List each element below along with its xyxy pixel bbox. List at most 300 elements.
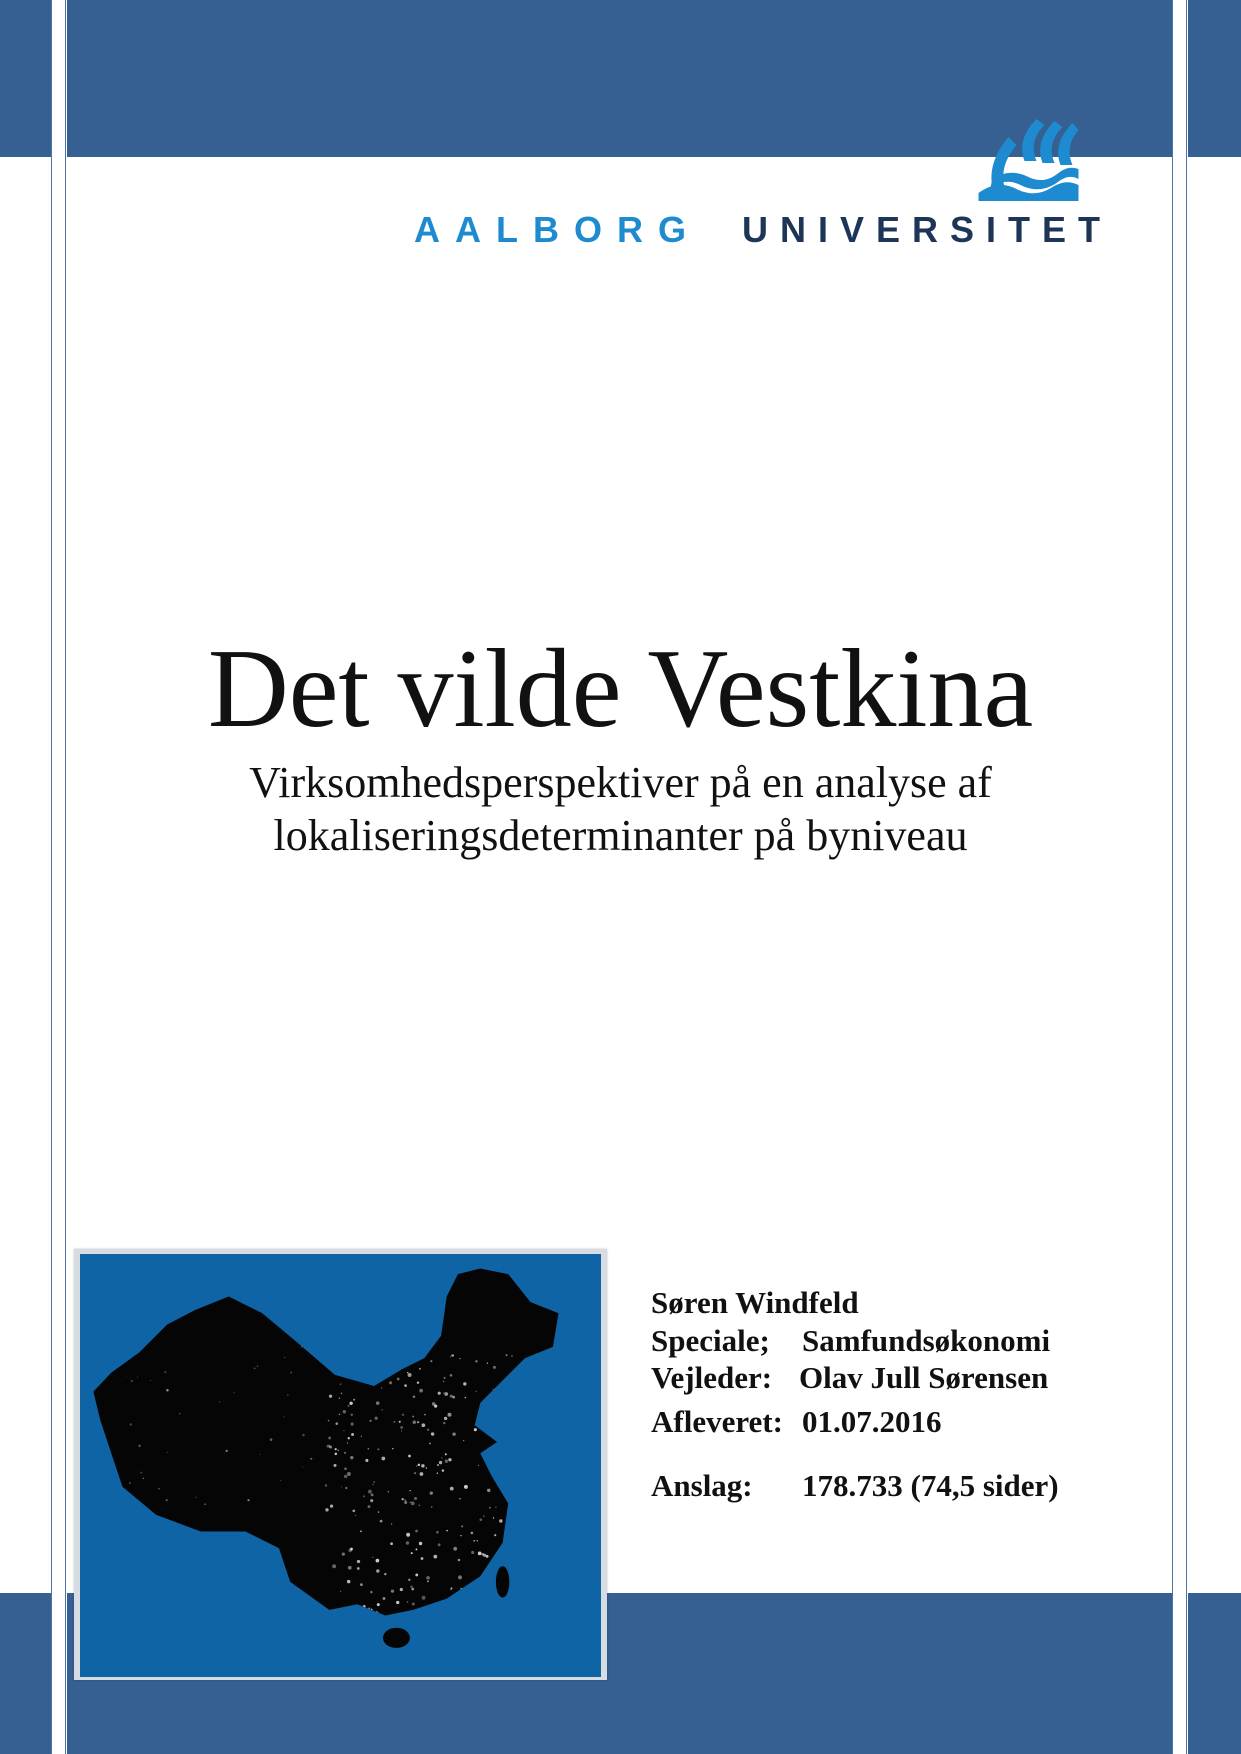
city-light-dot [453, 1547, 457, 1551]
city-light-dot [421, 1557, 424, 1560]
city-light-dot [448, 1458, 451, 1461]
city-light-dot [491, 1575, 493, 1577]
city-light-dot [129, 1482, 130, 1483]
city-light-dot [448, 1413, 452, 1417]
city-light-dot [342, 1552, 345, 1555]
city-light-dot [478, 1551, 482, 1555]
city-light-dot [506, 1441, 508, 1443]
city-light-dot [490, 1465, 492, 1467]
city-light-dot [414, 1472, 416, 1474]
anslag-value: 178.733 (74,5 sider) [802, 1468, 1059, 1503]
city-light-dot [126, 1376, 127, 1377]
city-light-dot [417, 1421, 419, 1423]
city-light-dot [415, 1530, 418, 1533]
city-light-dot [437, 1473, 438, 1474]
city-light-dot [439, 1461, 442, 1464]
city-light-dot [493, 1608, 495, 1610]
city-light-dot [330, 1505, 333, 1508]
vejleder-label: Vejleder: [651, 1360, 773, 1395]
city-light-dot [494, 1479, 496, 1481]
city-light-dot [499, 1519, 502, 1522]
city-light-dot [371, 1609, 373, 1611]
city-light-dot [344, 1467, 347, 1470]
city-light-dot [443, 1377, 445, 1379]
city-light-dot [361, 1436, 362, 1437]
city-light-dot [150, 1380, 151, 1381]
city-light-dot [418, 1464, 420, 1466]
city-light-dot [412, 1603, 415, 1606]
city-light-dot [349, 1402, 352, 1405]
city-light-dot [369, 1420, 371, 1422]
city-light-dot [219, 1401, 220, 1402]
bottom-right-band-block [1188, 1593, 1241, 1754]
left-inner-rule [65, 0, 66, 1754]
city-light-dot [410, 1502, 411, 1503]
city-light-dot [376, 1569, 379, 1572]
top-right-band-block [1188, 0, 1241, 157]
city-light-dot [375, 1417, 378, 1420]
city-light-dot [427, 1429, 429, 1431]
city-light-dot [360, 1583, 363, 1586]
china-mainland-silhouette [93, 1269, 558, 1616]
city-light-dot [357, 1567, 360, 1570]
city-light-dot [328, 1437, 331, 1440]
city-light-dot [376, 1401, 380, 1405]
city-light-dot [377, 1366, 380, 1369]
city-light-dot [361, 1613, 363, 1615]
city-light-dot [384, 1573, 386, 1575]
city-light-dot [368, 1505, 371, 1508]
city-light-dot [419, 1368, 421, 1370]
city-light-dot [341, 1487, 342, 1488]
city-light-dot [381, 1387, 382, 1388]
city-light-dot [412, 1416, 414, 1418]
city-light-dot [454, 1603, 456, 1605]
city-light-dot [400, 1426, 403, 1429]
city-light-dot [424, 1414, 425, 1415]
city-light-dot [443, 1392, 444, 1393]
document-title: Det vilde Vestkina [207, 627, 1034, 751]
city-light-dot [166, 1452, 167, 1453]
city-light-dot [328, 1420, 329, 1421]
city-light-dot [325, 1484, 327, 1486]
city-light-dot [343, 1430, 345, 1432]
city-light-dot [510, 1431, 511, 1432]
city-light-dot [418, 1505, 419, 1506]
city-light-dot [508, 1517, 510, 1519]
city-light-dot [347, 1442, 348, 1443]
author-name: Søren Windfeld [651, 1285, 859, 1320]
city-light-dot [508, 1492, 509, 1493]
city-light-dot [408, 1455, 411, 1458]
city-light-dot [351, 1423, 354, 1426]
city-light-dot [363, 1605, 366, 1608]
city-light-dot [448, 1606, 449, 1607]
document-subtitle-line-2: lokaliseringsdeterminanter på byniveau [273, 811, 968, 860]
city-light-dot [247, 1499, 249, 1501]
city-light-dot [419, 1389, 423, 1393]
city-light-dot [416, 1465, 417, 1466]
city-light-dot [401, 1430, 402, 1431]
city-light-dot [479, 1518, 482, 1521]
city-light-dot [283, 1416, 284, 1417]
city-light-dot [461, 1525, 463, 1527]
city-light-dot [399, 1421, 401, 1423]
city-light-dot [427, 1580, 429, 1582]
city-light-dot [339, 1413, 341, 1415]
city-light-dot [329, 1395, 332, 1398]
city-light-dot [393, 1421, 395, 1423]
china-night-lights-map-image [80, 1254, 601, 1677]
city-light-dot [345, 1487, 347, 1489]
city-light-dot [483, 1515, 484, 1516]
taiwan-island-silhouette [496, 1566, 509, 1597]
city-light-dot [335, 1453, 337, 1455]
city-light-dot [415, 1548, 417, 1550]
city-light-dot [370, 1591, 372, 1593]
city-light-dot [443, 1422, 445, 1424]
city-light-dot [131, 1380, 134, 1383]
city-light-dot [411, 1552, 413, 1554]
city-light-dot [419, 1542, 422, 1545]
city-light-dot [511, 1355, 512, 1356]
city-light-dot [372, 1557, 373, 1558]
city-light-dot [463, 1382, 466, 1385]
city-light-dot [411, 1588, 414, 1591]
city-light-dot [372, 1484, 373, 1485]
city-light-dot [140, 1472, 142, 1474]
city-light-dot [404, 1384, 407, 1387]
city-light-dot [329, 1445, 331, 1447]
city-light-dot [509, 1375, 513, 1379]
city-light-dot [389, 1381, 392, 1384]
city-light-dot [404, 1356, 407, 1359]
city-light-dot [335, 1448, 337, 1450]
city-light-dot [143, 1478, 145, 1480]
city-light-dot [382, 1409, 383, 1410]
city-light-dot [376, 1559, 380, 1563]
city-light-dot [441, 1457, 442, 1458]
right-outer-rule [1186, 0, 1187, 1754]
city-light-dot [260, 1454, 261, 1455]
city-light-dot [390, 1542, 393, 1545]
city-light-dot [513, 1467, 517, 1471]
city-light-dot [508, 1382, 511, 1385]
city-light-dot [355, 1515, 356, 1516]
city-light-dot [505, 1442, 508, 1445]
city-light-dot [348, 1405, 350, 1407]
city-light-dot [378, 1511, 379, 1512]
city-light-dot [381, 1457, 385, 1461]
city-light-dot [426, 1576, 430, 1580]
city-light-dot [443, 1381, 444, 1382]
city-light-dot [428, 1619, 431, 1622]
city-light-dot [506, 1557, 507, 1558]
city-light-dot [500, 1461, 504, 1465]
city-light-dot [290, 1371, 292, 1373]
city-light-dot [391, 1523, 392, 1524]
city-light-dot [506, 1354, 508, 1356]
city-light-dot [404, 1501, 407, 1504]
city-light-dot [413, 1396, 416, 1399]
city-light-dot [483, 1402, 485, 1404]
city-light-dot [444, 1392, 448, 1396]
city-light-dot [233, 1392, 234, 1393]
city-light-dot [357, 1364, 358, 1365]
city-light-dot [426, 1607, 427, 1608]
city-light-dot [422, 1596, 426, 1600]
city-light-dot [284, 1357, 285, 1358]
city-light-dot [510, 1452, 513, 1455]
city-light-dot [376, 1611, 378, 1613]
city-light-dot [350, 1548, 353, 1551]
city-light-dot [489, 1507, 491, 1509]
city-light-dot [430, 1491, 433, 1494]
city-light-dot [487, 1363, 488, 1364]
city-light-dot [411, 1501, 415, 1505]
document-subtitle-line-1: Virksomhedsperspektiver på en analyse af [249, 758, 992, 807]
city-light-dot [478, 1465, 479, 1466]
city-light-dot [445, 1459, 449, 1463]
city-light-dot [196, 1497, 197, 1498]
city-light-dot [420, 1472, 424, 1476]
city-light-dot [511, 1618, 513, 1620]
city-light-dot [391, 1359, 393, 1361]
city-light-dot [433, 1555, 437, 1559]
city-light-dot [391, 1590, 394, 1593]
city-light-dot [333, 1464, 336, 1467]
city-light-dot [445, 1453, 447, 1455]
city-light-dot [347, 1580, 350, 1583]
city-light-dot [343, 1410, 346, 1413]
city-light-dot [257, 1365, 258, 1366]
right-inner-rule [1172, 0, 1173, 1754]
city-light-dot [430, 1360, 432, 1362]
city-light-dot [480, 1418, 484, 1422]
city-light-dot [410, 1585, 412, 1587]
city-light-dot [438, 1543, 441, 1546]
city-light-dot [494, 1446, 496, 1448]
city-light-dot [310, 1458, 312, 1460]
city-light-dot [475, 1391, 477, 1393]
city-light-dot [377, 1603, 380, 1606]
city-light-dot [509, 1519, 512, 1522]
city-light-dot [444, 1417, 447, 1420]
city-light-dot [450, 1395, 453, 1398]
city-light-dot [388, 1361, 389, 1362]
city-light-dot [493, 1366, 496, 1369]
city-light-dot [365, 1459, 368, 1462]
city-light-dot [407, 1601, 409, 1603]
city-light-dot [407, 1372, 408, 1373]
city-light-dot [337, 1449, 339, 1451]
city-light-dot [471, 1551, 474, 1554]
city-light-dot [460, 1588, 462, 1590]
city-light-dot [350, 1357, 353, 1360]
city-light-dot [422, 1423, 426, 1427]
city-light-dot [179, 1413, 180, 1414]
city-light-dot [417, 1356, 419, 1358]
speciale-label: Speciale; [651, 1323, 770, 1358]
city-light-dot [138, 1445, 140, 1447]
city-light-dot [493, 1517, 495, 1519]
city-light-dot [166, 1499, 168, 1501]
bottom-left-band-block [0, 1593, 51, 1754]
city-light-dot [351, 1433, 354, 1436]
city-light-dot [137, 1377, 138, 1378]
city-light-dot [475, 1360, 477, 1362]
city-light-dot [415, 1574, 418, 1577]
city-light-dot [127, 1348, 129, 1350]
city-light-dot [495, 1507, 496, 1508]
city-light-dot [486, 1592, 489, 1595]
city-light-dot [450, 1589, 452, 1591]
city-light-dot [368, 1607, 370, 1609]
city-light-dot [350, 1456, 353, 1459]
city-light-dot [340, 1383, 342, 1385]
hainan-island-silhouette [383, 1628, 410, 1648]
university-logo-icon [978, 117, 1079, 201]
city-light-dot [485, 1610, 487, 1612]
city-light-dot [421, 1464, 424, 1467]
city-light-dot [348, 1566, 352, 1570]
left-outer-rule [51, 0, 52, 1754]
city-light-dot [429, 1443, 431, 1445]
city-light-dot [450, 1374, 453, 1377]
city-light-dot [325, 1616, 328, 1619]
city-light-dot [344, 1452, 346, 1454]
city-light-dot [413, 1420, 416, 1423]
wave-emblem-icon [978, 117, 1079, 201]
city-light-dot [368, 1490, 372, 1494]
city-light-dot [358, 1366, 362, 1370]
city-light-dot [451, 1354, 454, 1357]
china-map-illustration [80, 1254, 601, 1677]
city-light-dot [450, 1356, 451, 1357]
city-light-dot [356, 1354, 360, 1358]
city-light-dot [431, 1506, 432, 1507]
city-light-dot [325, 1508, 328, 1511]
city-light-dot [494, 1534, 496, 1536]
afleveret-value: 01.07.2016 [802, 1404, 942, 1439]
city-light-dot [498, 1556, 500, 1558]
city-light-dot [437, 1464, 439, 1466]
city-light-dot [344, 1475, 347, 1478]
city-light-dot [340, 1591, 341, 1592]
city-light-dot [302, 1466, 303, 1467]
city-light-dot [473, 1540, 475, 1542]
city-light-dot [510, 1402, 511, 1403]
city-light-dot [471, 1532, 474, 1535]
city-light-dot [477, 1540, 478, 1541]
city-light-dot [377, 1448, 379, 1450]
city-light-dot [396, 1601, 399, 1604]
city-light-dot [373, 1481, 374, 1482]
city-light-dot [371, 1494, 374, 1497]
city-light-dot [339, 1397, 340, 1398]
city-light-dot [404, 1499, 406, 1501]
city-light-dot [417, 1381, 419, 1383]
vejleder-value: Olav Jull Sørensen [799, 1360, 1049, 1395]
city-light-dot [406, 1541, 409, 1544]
city-light-dot [465, 1604, 466, 1605]
city-light-dot [505, 1434, 509, 1438]
city-light-dot [166, 1389, 169, 1392]
city-light-dot [347, 1472, 351, 1476]
city-light-dot [459, 1498, 460, 1499]
city-light-dot [332, 1564, 336, 1568]
city-light-dot [509, 1594, 511, 1596]
city-light-dot [483, 1554, 486, 1557]
top-left-band-block [0, 0, 51, 157]
city-light-dot [406, 1533, 410, 1537]
city-light-dot [512, 1478, 513, 1479]
city-light-dot [302, 1434, 304, 1436]
afleveret-label: Afleveret: [651, 1404, 783, 1439]
city-light-dot [363, 1495, 365, 1497]
anslag-label: Anslag: [651, 1468, 753, 1503]
city-light-dot [164, 1371, 166, 1373]
city-light-dot [341, 1393, 343, 1395]
city-light-dot [452, 1432, 455, 1435]
city-light-dot [402, 1498, 404, 1500]
city-light-dot [130, 1423, 132, 1425]
city-light-dot [383, 1597, 386, 1600]
city-light-dot [426, 1467, 427, 1468]
city-light-dot [497, 1406, 501, 1410]
city-light-dot [348, 1437, 350, 1439]
city-light-dot [442, 1469, 444, 1471]
city-light-dot [465, 1397, 466, 1398]
city-light-dot [270, 1438, 273, 1441]
city-light-dot [397, 1378, 400, 1381]
city-light-dot [458, 1559, 461, 1562]
city-light-dot [458, 1575, 462, 1579]
city-light-dot [351, 1414, 353, 1416]
city-light-dot [400, 1588, 403, 1591]
city-light-dot [487, 1489, 490, 1492]
speciale-value: Samfundsøkonomi [802, 1323, 1051, 1358]
city-light-dot [408, 1373, 412, 1377]
city-light-dot [287, 1394, 289, 1396]
city-light-dot [431, 1432, 434, 1435]
city-light-dot [392, 1448, 393, 1449]
city-light-dot [446, 1530, 448, 1532]
city-light-dot [388, 1491, 389, 1492]
city-light-dot [409, 1490, 410, 1491]
city-light-dot [357, 1560, 360, 1563]
city-light-dot [436, 1531, 439, 1534]
city-light-dot [414, 1497, 417, 1500]
city-light-dot [459, 1358, 460, 1359]
city-light-dot [357, 1618, 359, 1620]
city-light-dot [360, 1530, 362, 1532]
city-light-dot [434, 1404, 437, 1407]
city-light-dot [408, 1579, 410, 1581]
city-light-dot [460, 1535, 461, 1536]
city-light-dot [254, 1367, 256, 1369]
city-light-dot [370, 1499, 373, 1502]
city-light-dot [301, 1345, 303, 1347]
city-light-dot [464, 1485, 468, 1489]
city-light-dot [353, 1399, 355, 1401]
city-light-dot [438, 1392, 441, 1395]
city-light-dot [474, 1428, 477, 1431]
city-light-dot [352, 1509, 355, 1512]
city-light-dot [340, 1369, 342, 1371]
city-light-dot [226, 1450, 228, 1452]
city-light-dot [450, 1487, 454, 1491]
